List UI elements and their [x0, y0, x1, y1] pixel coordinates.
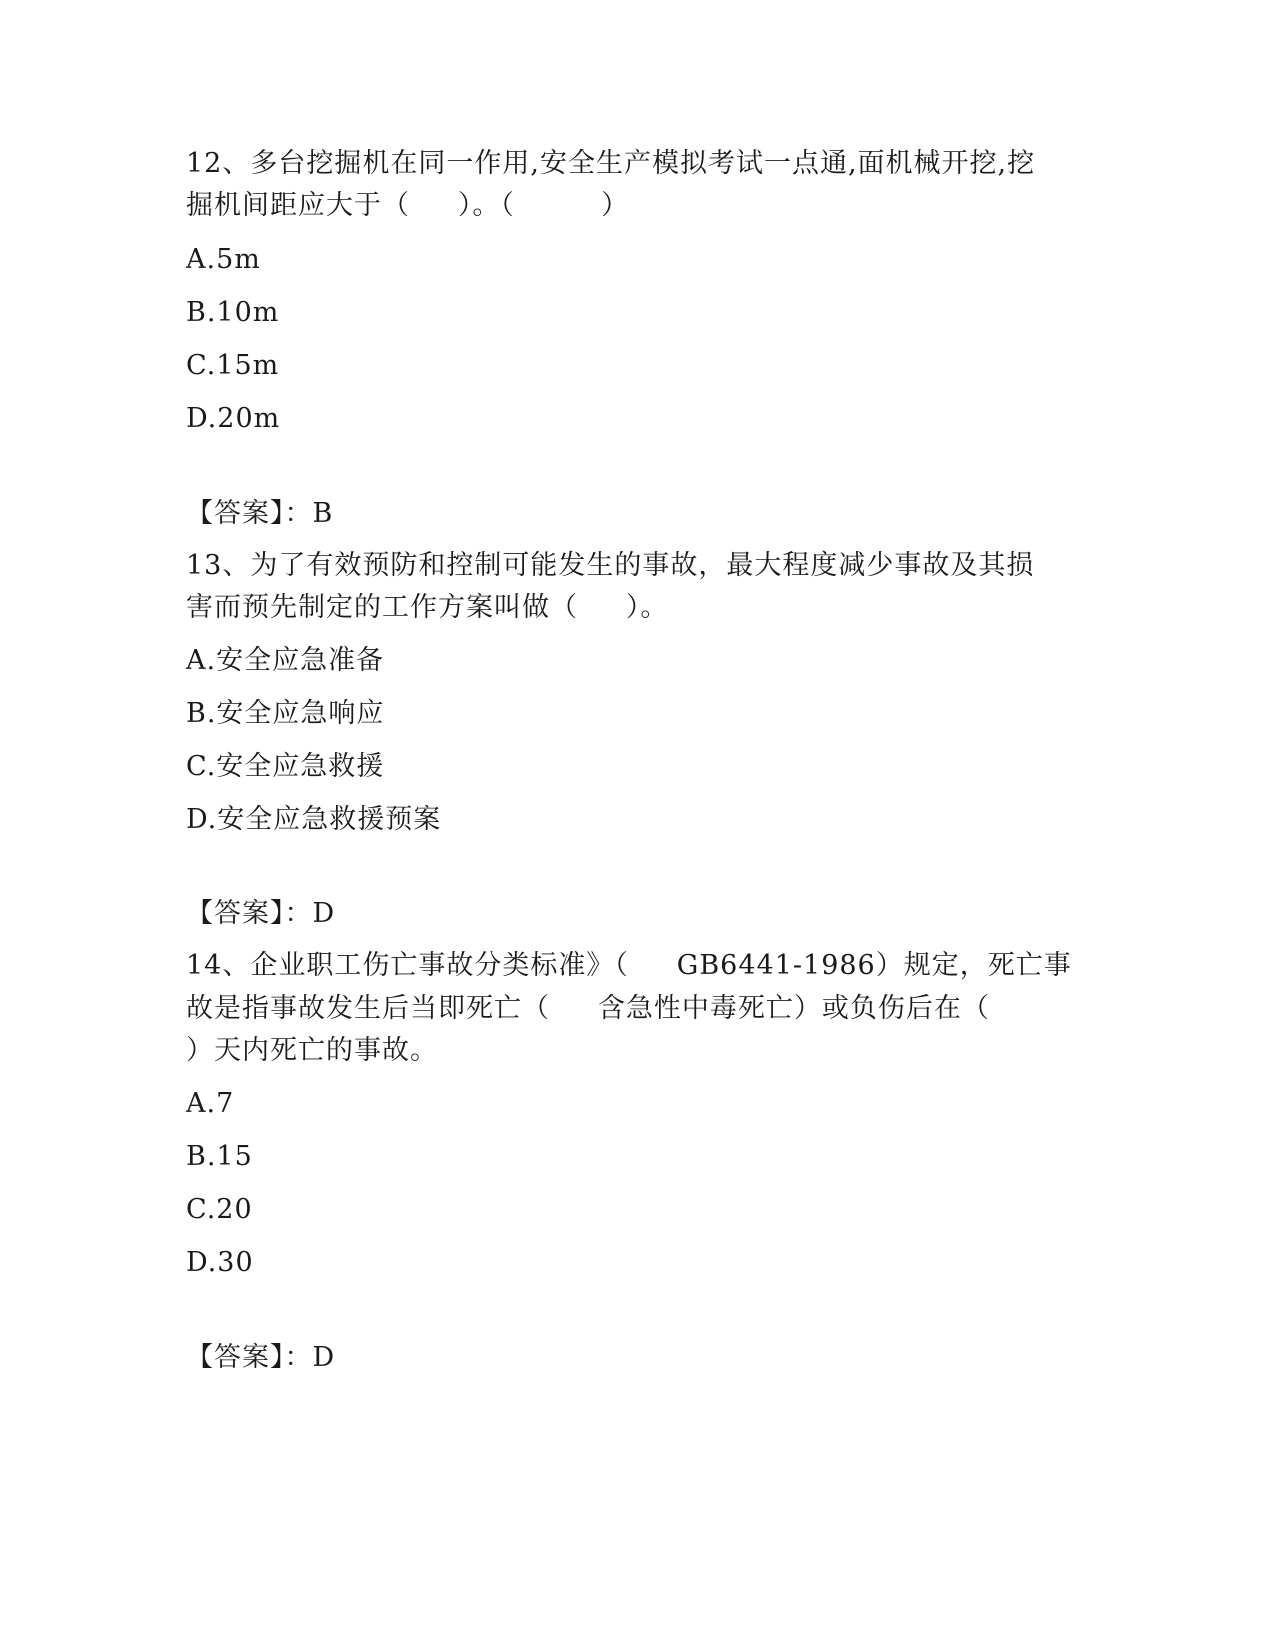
question-14-option-d: D.30	[186, 1247, 254, 1278]
question-12-option-c: C.15m	[186, 350, 280, 381]
question-12-line-1: 12、多台挖掘机在同一作用,安全生产模拟考试一点通,面机械开挖,挖	[186, 148, 1036, 179]
question-12-option-d: D.20m	[186, 403, 281, 434]
question-14-line-2: 故是指事故发生后当即死亡（ 含急性中毒死亡）或负伤后在（	[186, 993, 990, 1024]
question-13-line-1: 13、为了有效预防和控制可能发生的事故，最大程度减少事故及其损	[186, 550, 1035, 581]
question-12-answer: 【答案】：B	[186, 498, 334, 529]
question-14-option-a: A.7	[186, 1088, 235, 1119]
question-12-option-b: B.10m	[186, 297, 280, 328]
question-13-option-a: A.安全应急准备	[186, 645, 385, 676]
question-13-line-2: 害而预先制定的工作方案叫做（ ）。	[186, 592, 669, 623]
question-14-line-1: 14、企业职工伤亡事故分类标准》（ GB6441-1986）规定，死亡事	[186, 950, 1072, 981]
question-14-line-3: ）天内死亡的事故。	[186, 1035, 438, 1066]
question-14-option-c: C.20	[186, 1194, 253, 1225]
question-12-option-a: A.5m	[186, 244, 261, 275]
question-13-option-c: C.安全应急救援	[186, 751, 385, 782]
question-14-answer: 【答案】：D	[186, 1342, 336, 1373]
question-13-option-d: D.安全应急救援预案	[186, 804, 442, 835]
question-14-option-b: B.15	[186, 1141, 253, 1172]
question-12-line-2: 掘机间距应大于（ ）。（ ）	[186, 190, 630, 221]
question-13-option-b: B.安全应急响应	[186, 698, 385, 729]
question-13-answer: 【答案】：D	[186, 898, 336, 929]
